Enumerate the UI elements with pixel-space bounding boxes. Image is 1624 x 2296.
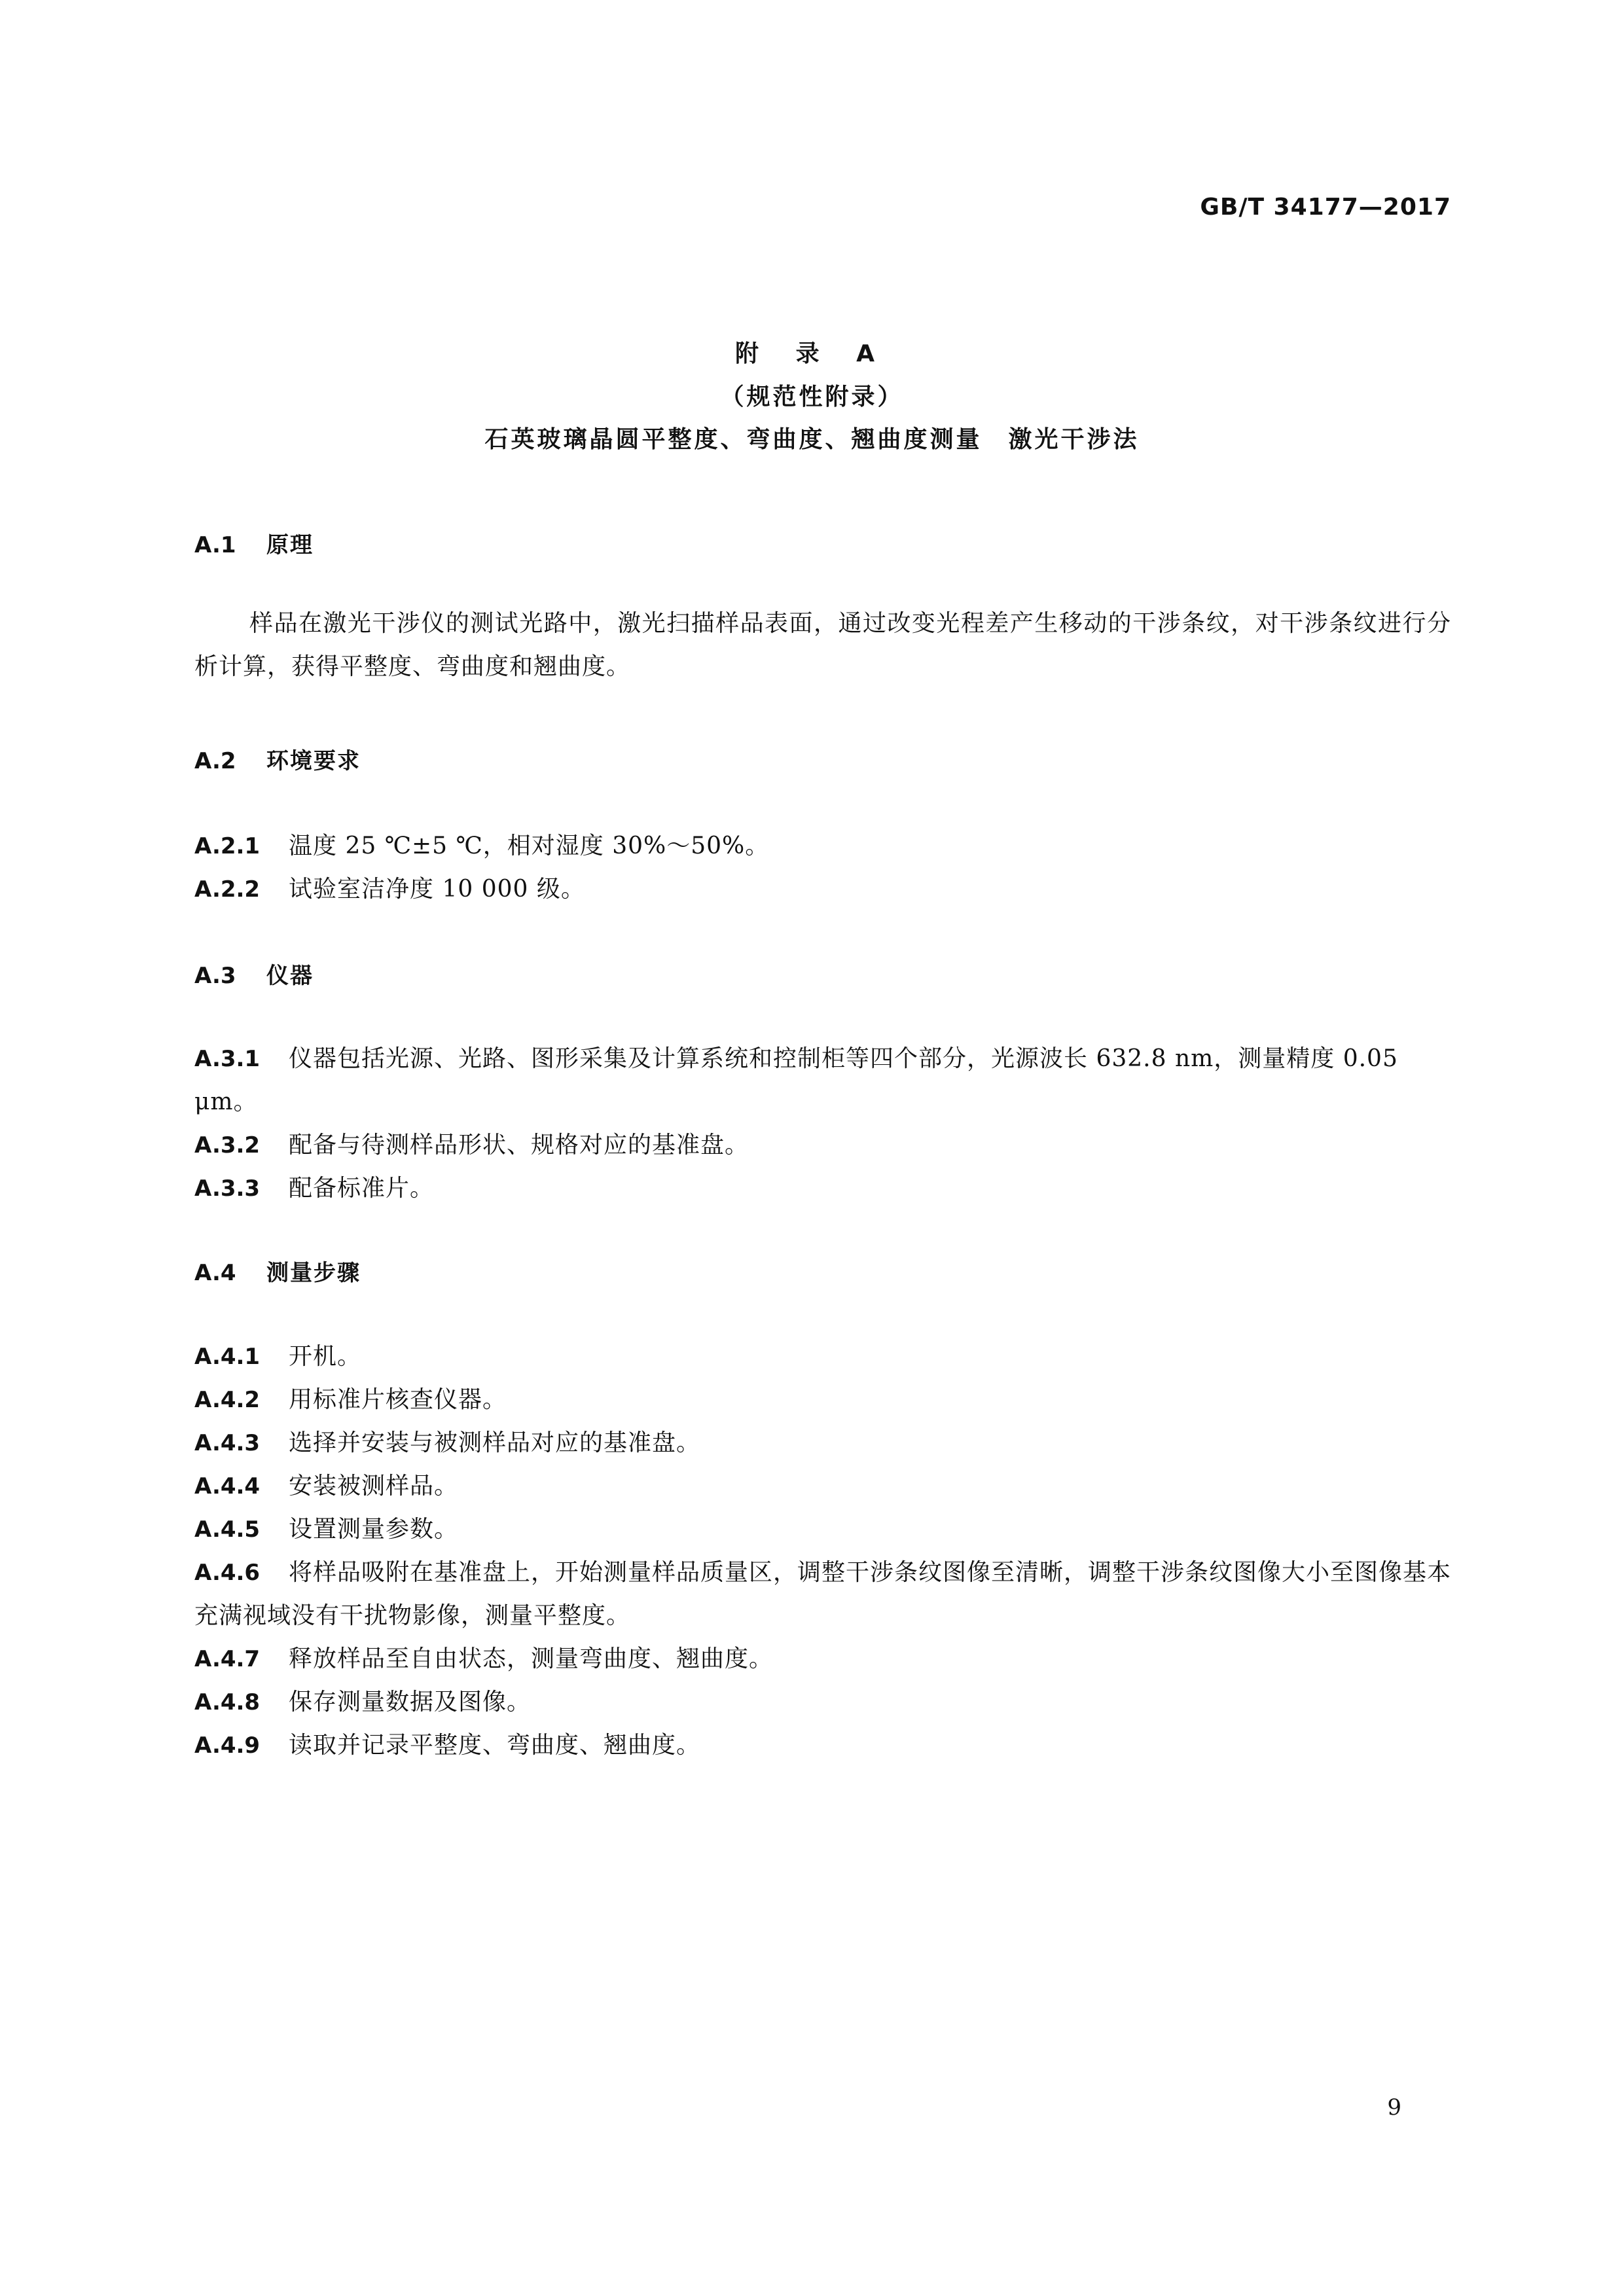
clause-text: 选择并安装与被测样品对应的基准盘。 bbox=[289, 1429, 701, 1456]
clause bbox=[194, 1037, 1451, 1124]
clause-text: 配备与待测样品形状、规格对应的基准盘。 bbox=[289, 1132, 749, 1158]
section-a4 bbox=[194, 1251, 1451, 1295]
clause-text: 读取并记录平整度、弯曲度、翘曲度。 bbox=[289, 1732, 701, 1759]
section-title: 环境要求 bbox=[266, 748, 361, 774]
standard-code: GB/T 34177—2017 bbox=[1200, 194, 1451, 221]
clause-number: A.4.2 bbox=[194, 1387, 261, 1413]
clause bbox=[194, 1551, 1451, 1638]
clause-text: 释放样品至自由状态，测量弯曲度、翘曲度。 bbox=[289, 1645, 774, 1672]
clause-text: 仪器包括光源、光路、图形采集及计算系统和控制柜等四个部分，光源波长 632.8 nm，测量精度 0.05 μm。 bbox=[194, 1045, 1398, 1115]
section-a4-body bbox=[194, 1335, 1451, 1767]
clause-text: 将样品吸附在基准盘上，开始测量样品质量区，调整干涉条纹图像至清晰，调整干涉条纹图像大小至图像基本充满视域没有干扰物影像，测量平整度。 bbox=[194, 1559, 1452, 1629]
clause bbox=[194, 1167, 1451, 1210]
clause-number: A.4.8 bbox=[194, 1689, 261, 1715]
clause bbox=[194, 1508, 1451, 1551]
clause-text: 开机。 bbox=[289, 1343, 362, 1370]
section-a3-body bbox=[194, 1037, 1451, 1210]
section-a2 bbox=[194, 740, 1451, 783]
clause-number: A.4.6 bbox=[194, 1560, 261, 1586]
section-a1-body bbox=[194, 602, 1451, 689]
clause-number: A.3.1 bbox=[194, 1046, 261, 1072]
section-number: A.2 bbox=[194, 748, 236, 774]
section-title: 仪器 bbox=[266, 963, 314, 989]
section-number: A.4 bbox=[194, 1260, 236, 1286]
clause-number: A.2.2 bbox=[194, 876, 261, 903]
clause bbox=[194, 1124, 1451, 1167]
clause bbox=[194, 1724, 1451, 1767]
annex-name: 石英玻璃晶圆平整度、弯曲度、翘曲度测量 激光干涉法 bbox=[484, 426, 1140, 453]
annex-type: （规范性附录） bbox=[720, 384, 904, 410]
section-heading bbox=[194, 1251, 1451, 1295]
clause bbox=[194, 1422, 1451, 1465]
section-heading bbox=[194, 524, 1451, 567]
clause-text: 保存测量数据及图像。 bbox=[289, 1689, 532, 1715]
clause-text: 设置测量参数。 bbox=[289, 1516, 459, 1543]
clause-text: 试验室洁净度 10 000 级。 bbox=[289, 876, 585, 903]
clause bbox=[194, 1378, 1451, 1422]
section-title: 测量步骤 bbox=[266, 1260, 361, 1286]
clause bbox=[194, 825, 1451, 868]
section-a1 bbox=[194, 524, 1451, 567]
clause-number: A.4.7 bbox=[194, 1646, 261, 1672]
clause bbox=[194, 1638, 1451, 1681]
clause-number: A.2.1 bbox=[194, 833, 261, 859]
clause-number: A.4.4 bbox=[194, 1473, 261, 1499]
clause bbox=[194, 1465, 1451, 1508]
section-title: 原理 bbox=[266, 532, 314, 558]
section-a2-body bbox=[194, 825, 1451, 911]
clause-text: 安装被测样品。 bbox=[289, 1473, 459, 1499]
clause-number: A.4.9 bbox=[194, 1732, 261, 1759]
clause bbox=[194, 868, 1451, 911]
clause-number: A.3.3 bbox=[194, 1175, 261, 1202]
clause-number: A.3.2 bbox=[194, 1132, 261, 1158]
clause bbox=[194, 1681, 1451, 1724]
clause-text: 用标准片核查仪器。 bbox=[289, 1386, 507, 1413]
paragraph: 样品在激光干涉仪的测试光路中，激光扫描样品表面，通过改变光程差产生移动的干涉条纹，对干涉条纹进行分析计算，获得平整度、弯曲度和翘曲度。 bbox=[194, 610, 1451, 680]
section-heading bbox=[194, 954, 1451, 997]
section-number: A.3 bbox=[194, 963, 236, 989]
clause bbox=[194, 1335, 1451, 1378]
section-number: A.1 bbox=[194, 532, 236, 558]
clause-number: A.4.5 bbox=[194, 1516, 261, 1543]
section-heading bbox=[194, 740, 1451, 783]
page-number: 9 bbox=[1387, 2094, 1401, 2121]
clause-text: 温度 25 ℃±5 ℃，相对湿度 30%～50%。 bbox=[289, 833, 770, 859]
section-a3 bbox=[194, 954, 1451, 997]
clause-number: A.4.3 bbox=[194, 1430, 261, 1456]
annex-title: 附 录 A bbox=[735, 340, 889, 367]
clause-number: A.4.1 bbox=[194, 1344, 261, 1370]
clause-text: 配备标准片。 bbox=[289, 1175, 435, 1202]
